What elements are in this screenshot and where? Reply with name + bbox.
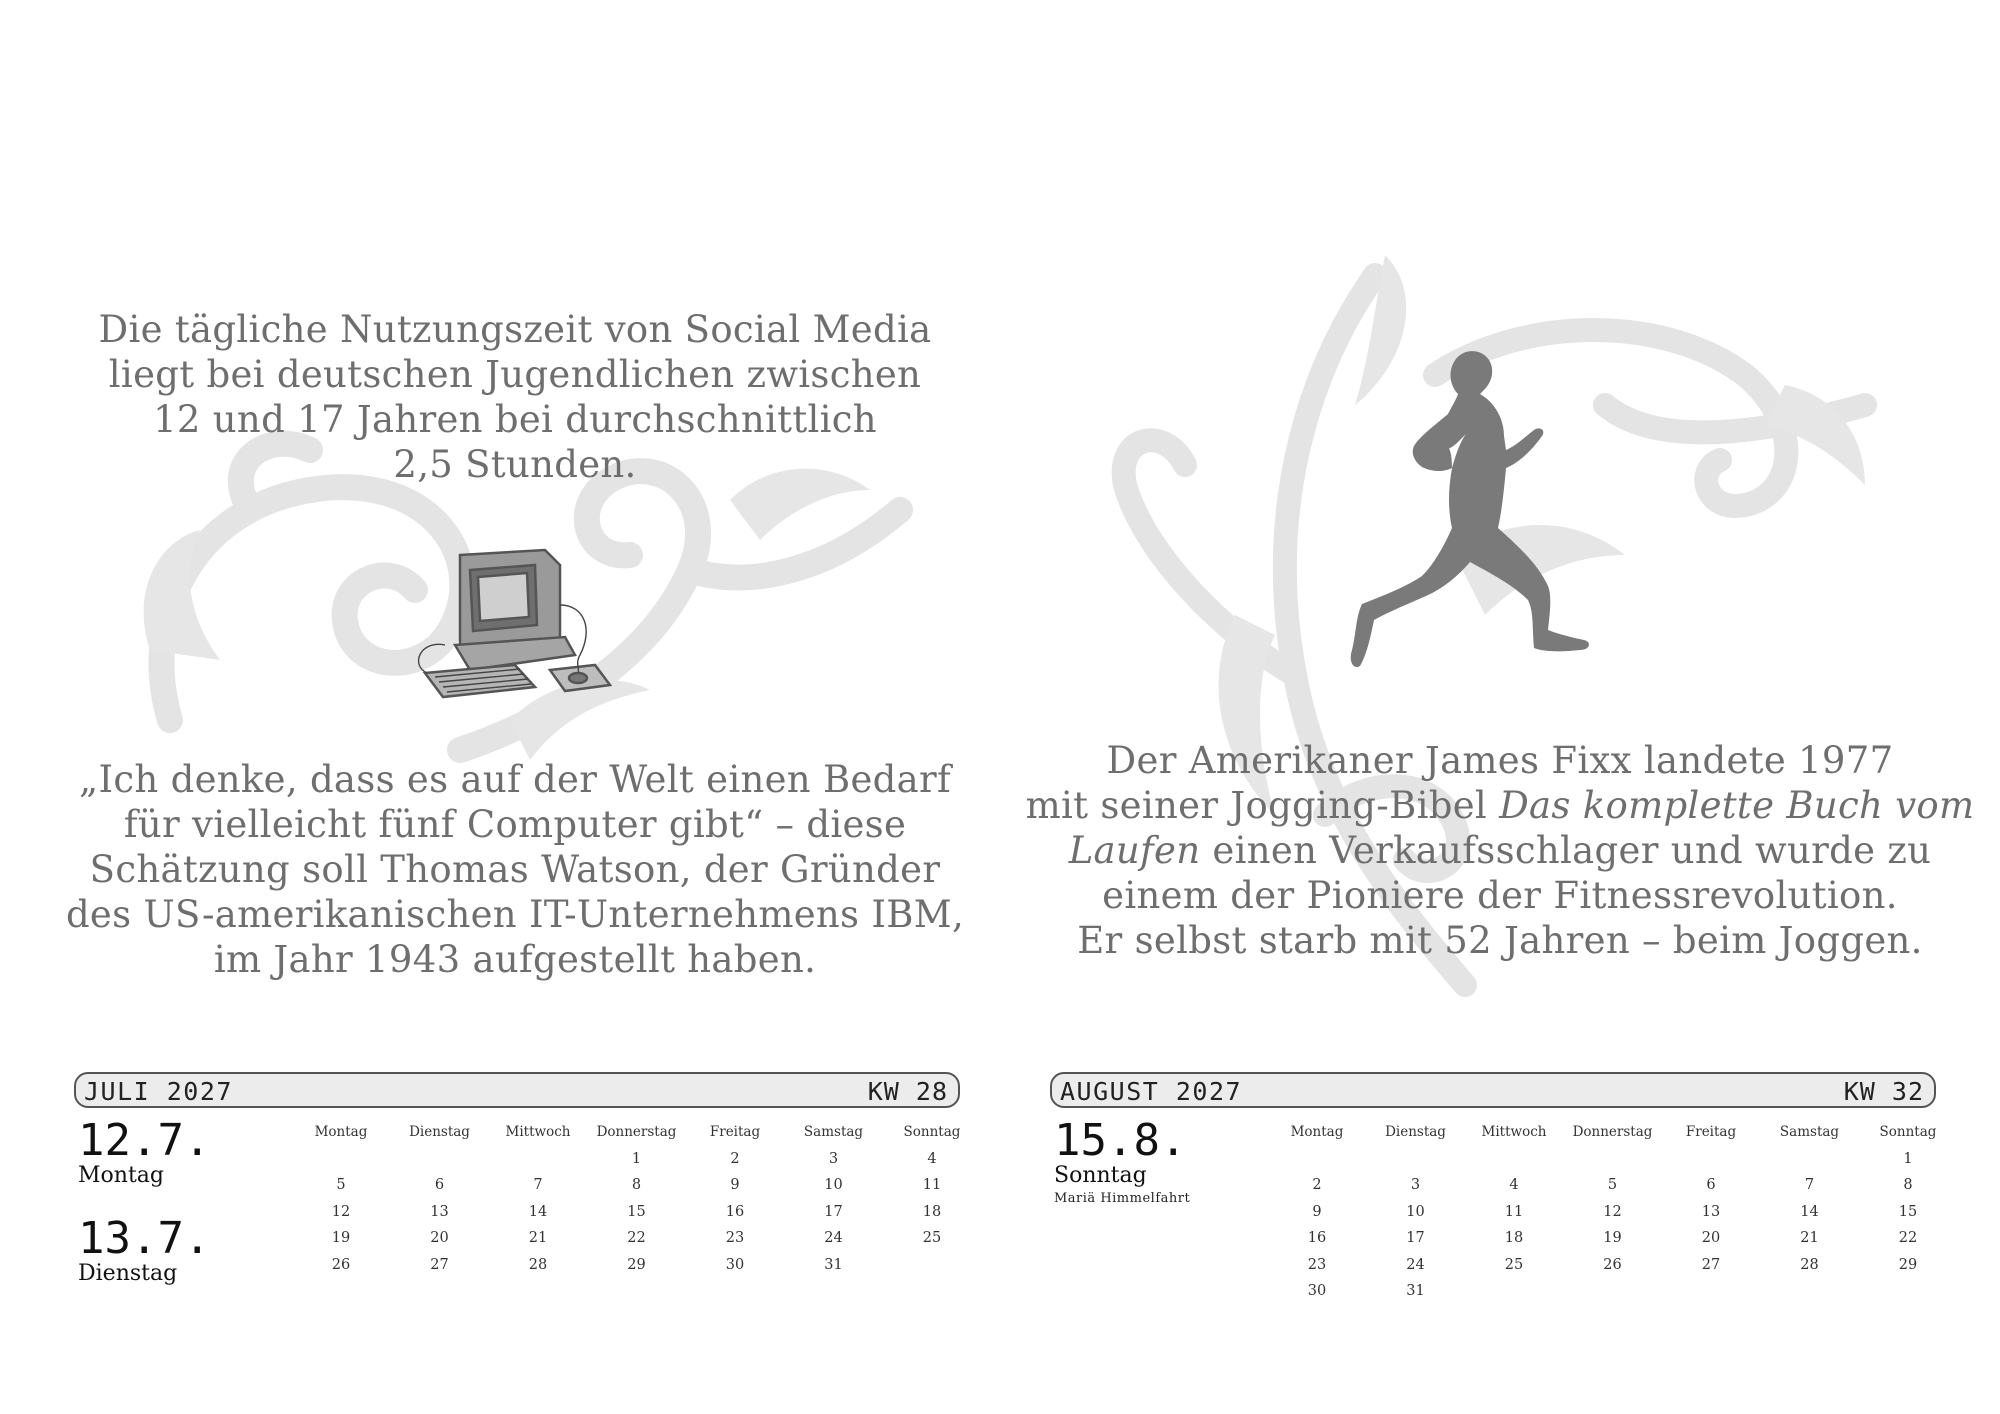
weekday-header-row (292, 1124, 978, 1151)
week-row (1268, 1230, 1954, 1257)
day-cell: 30 (725, 1256, 745, 1273)
weekday-header: Samstag (803, 1124, 864, 1140)
day-cell: 22 (627, 1230, 646, 1246)
day-cell: 9 (730, 1177, 740, 1193)
week-row (292, 1230, 978, 1257)
day-weekday: Dienstag (78, 1261, 178, 1286)
fact-watson-quote (0, 757, 1030, 982)
day-cell: 9 (1312, 1203, 1322, 1220)
day-cell: 26 (1603, 1256, 1622, 1273)
fact-line (1000, 783, 2000, 828)
day-entry (1054, 1115, 1191, 1210)
day-cell: 19 (331, 1230, 351, 1246)
day-cell: 24 (824, 1230, 843, 1246)
day-cell: 19 (1603, 1230, 1622, 1246)
day-cell: 7 (1804, 1177, 1815, 1193)
week-row (292, 1204, 978, 1231)
weekday-header: Donnerstag (596, 1124, 677, 1140)
fact-line: „Ich denke, dass es auf der Welt einen Bedarf (79, 758, 951, 801)
right-page (1000, 0, 2000, 1414)
day-cell: 17 (1406, 1230, 1425, 1246)
day-cell: 27 (430, 1256, 449, 1273)
day-cell: 23 (725, 1230, 745, 1246)
weekday-header: Dienstag (409, 1124, 470, 1140)
vintage-computer-icon (415, 545, 615, 705)
week-row (1268, 1204, 1954, 1231)
day-cell: 3 (1410, 1177, 1421, 1193)
week-row (1268, 1283, 1954, 1310)
day-cell: 8 (1903, 1177, 1913, 1193)
day-entry (78, 1213, 211, 1286)
day-entry (78, 1115, 211, 1188)
day-cell: 20 (1701, 1230, 1721, 1246)
week-row (292, 1151, 978, 1178)
weekday-header: Montag (314, 1124, 368, 1140)
runner-silhouette-icon (1348, 350, 1618, 670)
day-date: 13.7. (78, 1213, 211, 1264)
day-cell: 23 (1307, 1256, 1327, 1273)
fact-line: im Jahr 1943 aufgestellt haben. (213, 938, 817, 981)
day-cell: 18 (922, 1203, 942, 1220)
day-cell: 28 (1800, 1256, 1819, 1273)
day-cell: 11 (1504, 1203, 1524, 1220)
day-cell: 2 (730, 1150, 740, 1167)
day-cell: 7 (533, 1177, 543, 1193)
fact-line (1000, 873, 2000, 918)
fact-text: Der Amerikaner James Fixx landete 1977 (1106, 739, 1894, 782)
day-cell: 20 (430, 1230, 449, 1246)
day-holiday: Mariä Himmelfahrt (1054, 1191, 1191, 1206)
day-cell: 13 (1701, 1203, 1721, 1220)
day-cell: 16 (1307, 1230, 1327, 1246)
day-cell: 29 (627, 1256, 646, 1273)
fact-text: einen Verkaufsschlager und wurde zu (1200, 829, 1932, 872)
day-cell: 5 (1607, 1177, 1618, 1193)
day-cell: 5 (336, 1177, 346, 1193)
day-weekday: Sonntag (1054, 1163, 1147, 1188)
day-cell: 25 (1504, 1256, 1524, 1273)
day-cell: 12 (331, 1203, 351, 1220)
day-cell: 22 (1898, 1230, 1918, 1246)
fact-line: Die tägliche Nutzungszeit von Social Media (98, 308, 932, 351)
weekday-header-row (1268, 1124, 1954, 1151)
mini-month-grid (1268, 1124, 1954, 1310)
weekday-header: Montag (1290, 1124, 1344, 1140)
day-cell: 2 (1312, 1177, 1322, 1193)
day-cell: 3 (828, 1150, 839, 1167)
day-cell: 17 (824, 1203, 843, 1220)
day-cell: 14 (528, 1203, 548, 1220)
day-cell: 18 (1504, 1230, 1524, 1246)
day-date: 15.8. (1054, 1115, 1187, 1166)
fact-line: Schätzung soll Thomas Watson, der Gründer (89, 848, 941, 891)
day-cell: 15 (1898, 1203, 1918, 1220)
fact-text: einem der Pioniere der Fitnessrevolution. (1102, 874, 1898, 917)
day-cell: 12 (1603, 1203, 1622, 1220)
mini-month-grid (292, 1124, 978, 1283)
day-cell: 1 (631, 1150, 642, 1167)
day-cell: 11 (922, 1177, 942, 1193)
calendar-month: AUGUST 2027 (1060, 1077, 1243, 1106)
day-cell: 21 (1800, 1230, 1819, 1246)
day-cell: 4 (927, 1150, 937, 1167)
weekday-header: Freitag (1685, 1124, 1737, 1140)
day-cell: 27 (1701, 1256, 1721, 1273)
weekday-header: Donnerstag (1572, 1124, 1653, 1140)
day-cell: 6 (1706, 1177, 1716, 1193)
fact-text: Er selbst starb mit 52 Jahren – beim Joggen. (1077, 919, 1923, 962)
day-date: 12.7. (78, 1115, 211, 1166)
fact-social-media (0, 307, 1030, 487)
weekday-header: Samstag (1779, 1124, 1840, 1140)
fact-line: des US-amerikanischen IT-Unternehmens IBM, (65, 893, 965, 936)
day-cell: 28 (528, 1256, 548, 1273)
day-cell: 31 (1406, 1283, 1425, 1299)
day-cell: 6 (434, 1177, 445, 1193)
book-title-text: Laufen (1068, 829, 1201, 872)
week-row (1268, 1177, 1954, 1204)
fact-line: 12 und 17 Jahren bei durchschnittlich (153, 398, 877, 441)
fact-line (1000, 918, 2000, 963)
calendar-july (74, 1072, 961, 1286)
week-row (1268, 1151, 1954, 1178)
day-cell: 21 (528, 1230, 548, 1246)
fact-text: mit seiner Jogging-Bibel (1025, 784, 1500, 827)
day-cell: 30 (1307, 1283, 1327, 1299)
day-cell: 26 (331, 1256, 351, 1273)
calendar-header (74, 1072, 960, 1108)
fact-line (1000, 828, 2000, 873)
day-cell: 10 (1406, 1203, 1425, 1220)
day-cell: 29 (1898, 1256, 1918, 1273)
week-row (1268, 1257, 1954, 1284)
weekday-header: Mittwoch (505, 1124, 571, 1140)
calendar-month: JULI 2027 (84, 1077, 233, 1106)
day-cell: 4 (1509, 1177, 1519, 1193)
weekday-header: Freitag (709, 1124, 761, 1140)
day-cell: 31 (824, 1256, 843, 1273)
day-cell: 24 (1406, 1256, 1425, 1273)
day-cell: 13 (430, 1203, 449, 1220)
fact-line: für vielleicht fünf Computer gibt“ – diese (123, 803, 907, 846)
calendar-header (1050, 1072, 1936, 1108)
day-cell: 1 (1903, 1150, 1913, 1167)
day-weekday: Montag (78, 1163, 164, 1188)
fact-line: 2,5 Stunden. (393, 443, 637, 486)
calendar-week-number: KW 28 (867, 1077, 948, 1106)
fact-james-fixx (1000, 738, 2000, 963)
fact-line (1000, 738, 2000, 783)
day-cell: 25 (922, 1230, 942, 1246)
weekday-header: Mittwoch (1481, 1124, 1547, 1140)
week-row (292, 1177, 978, 1204)
day-cell: 16 (725, 1203, 745, 1220)
weekday-header: Sonntag (1879, 1124, 1937, 1140)
weekday-header: Dienstag (1385, 1124, 1446, 1140)
day-cell: 15 (627, 1203, 646, 1220)
fact-line: liegt bei deutschen Jugendlichen zwischen (108, 353, 922, 396)
calendar-august (1050, 1072, 1937, 1299)
day-cell: 8 (631, 1177, 642, 1193)
book-title-text: Das komplette Buch vom (1499, 784, 1975, 827)
calendar-week-number: KW 32 (1843, 1077, 1924, 1106)
week-row (292, 1257, 978, 1284)
day-cell: 14 (1800, 1203, 1819, 1220)
weekday-header: Sonntag (903, 1124, 961, 1140)
day-cell: 10 (824, 1177, 843, 1193)
